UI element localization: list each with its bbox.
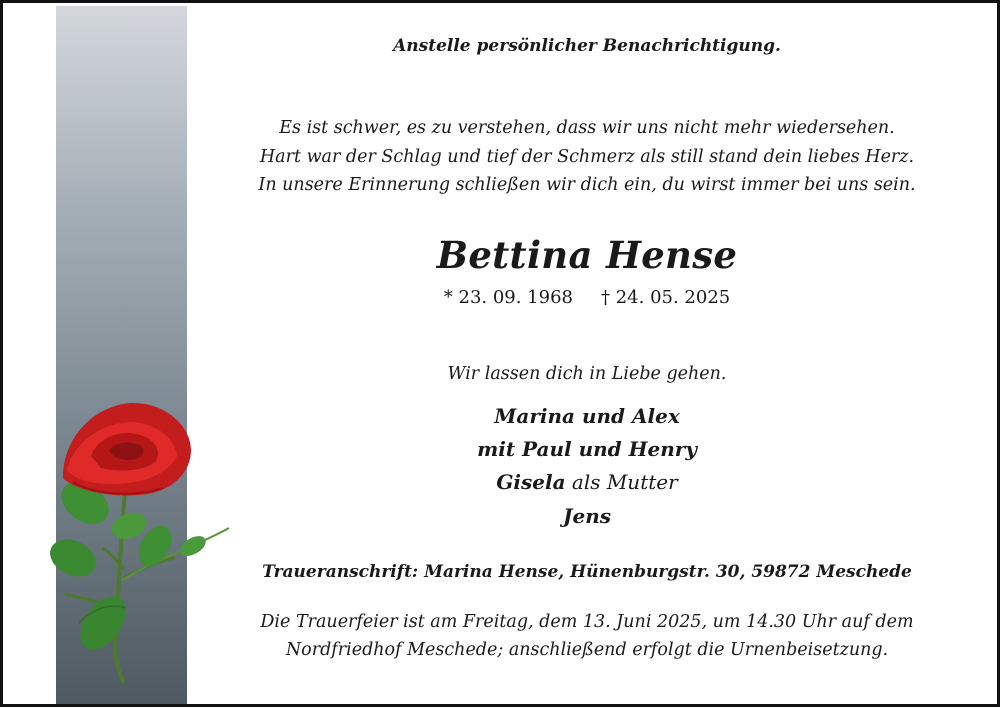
mourner-line: Marina und Alex — [494, 404, 680, 428]
mourner-line: Jens — [563, 504, 611, 528]
service-info-line: Nordfriedhof Meschede; anschließend erfolgt die Urnenbeisetzung. — [285, 640, 889, 660]
notice-heading: Anstelle persönlicher Benachrichtigung. — [393, 36, 781, 56]
poem-line: In unsere Erinnerung schließen wir dich ein, du wirst immer bei uns sein. — [258, 175, 916, 195]
mourner-relation: als Mutter — [565, 470, 678, 494]
mourner-line: mit Paul und Henry — [477, 437, 697, 461]
mourning-address: Traueranschrift: Marina Hense, Hünenburgstr. 30, 59872 Meschede — [262, 562, 912, 582]
poem-line: Es ist schwer, es zu verstehen, dass wir uns nicht mehr wiedersehen. — [279, 118, 895, 138]
mourner-name: Gisela — [496, 470, 566, 494]
poem-line: Hart war der Schlag und tief der Schmerz als still stand dein liebes Herz. — [259, 147, 915, 167]
red-rose-icon — [43, 398, 233, 688]
mourner-line — [213, 470, 961, 494]
farewell-text: Wir lassen dich in Liebe gehen. — [447, 364, 727, 384]
service-info-line: Die Trauerfeier ist am Freitag, dem 13. Juni 2025, um 14.30 Uhr auf dem — [260, 612, 914, 632]
birth-date: * 23. 09. 1968 — [443, 287, 573, 308]
death-date: † 24. 05. 2025 — [601, 287, 731, 308]
deceased-name: Bettina Hense — [436, 233, 738, 277]
life-dates — [213, 287, 961, 308]
